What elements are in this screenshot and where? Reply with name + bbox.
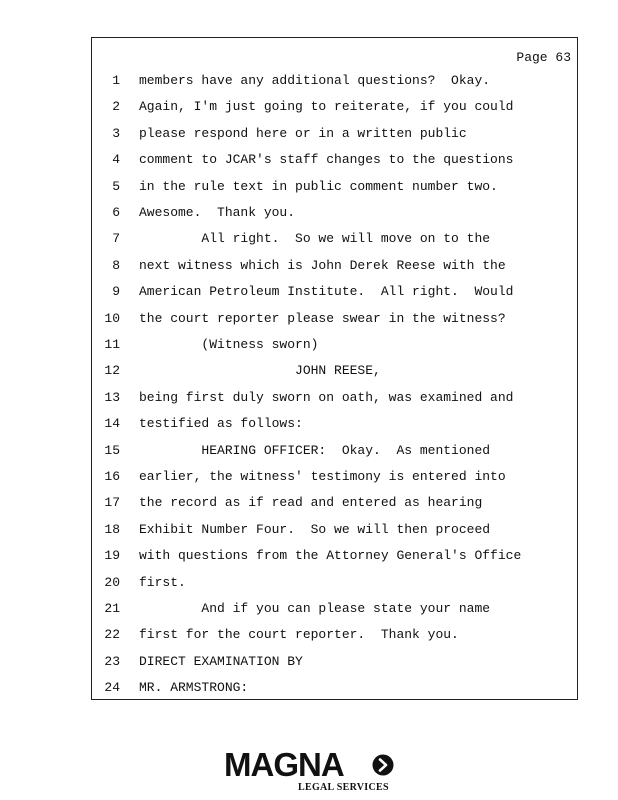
line-text: DIRECT EXAMINATION BY	[139, 653, 303, 669]
line-text: (Witness sworn)	[139, 337, 319, 352]
transcript-line	[92, 490, 577, 516]
line-text: please respond here or in a written public	[139, 125, 467, 141]
transcript-line	[92, 649, 577, 675]
line-number: 6	[112, 205, 120, 220]
logo-wordmark: MAGNA	[224, 746, 344, 783]
line-text: first for the court reporter. Thank you.	[139, 627, 459, 643]
transcript-line	[92, 147, 577, 173]
line-number: 17	[104, 495, 120, 511]
line-text: the court reporter please swear in the witness?	[139, 310, 506, 326]
line-number: 7	[112, 231, 120, 247]
line-number: 9	[112, 284, 120, 300]
line-text: comment to JCAR's staff changes to the questions	[139, 152, 514, 168]
line-number: 19	[104, 548, 120, 564]
line-number: 16	[104, 469, 120, 484]
transcript-line	[92, 438, 577, 464]
line-number: 20	[104, 574, 120, 590]
line-text: All right. So we will move on to the	[139, 231, 491, 247]
line-text: Again, I'm just going to reiterate, if you could	[139, 99, 514, 115]
line-number: 10	[104, 310, 120, 326]
magna-logo	[224, 748, 396, 794]
line-text: testified as follows:	[139, 416, 303, 432]
line-number: 1	[112, 73, 120, 88]
transcript-line	[92, 596, 577, 622]
line-text: in the rule text in public comment number two.	[139, 178, 498, 194]
transcript-line	[92, 200, 577, 226]
transcript-line	[92, 622, 577, 648]
transcript-line	[92, 226, 577, 252]
line-text: with questions from the Attorney General's Office	[139, 548, 522, 564]
transcript-line	[92, 68, 577, 94]
line-text: HEARING OFFICER: Okay. As mentioned	[139, 442, 491, 458]
transcript-line	[92, 464, 577, 490]
transcript-page	[91, 37, 578, 700]
line-number: 4	[112, 152, 120, 168]
transcript-line	[92, 517, 577, 543]
transcript-line	[92, 332, 577, 358]
line-number: 22	[104, 627, 120, 643]
line-text: earlier, the witness' testimony is entered into	[139, 469, 506, 484]
transcript-line	[92, 253, 577, 279]
line-number: 24	[104, 680, 120, 696]
line-text: Awesome. Thank you.	[139, 205, 296, 220]
logo-subtitle: LEGAL SERVICES	[298, 782, 389, 793]
line-number: 3	[112, 125, 120, 141]
line-number: 15	[104, 442, 120, 458]
transcript-line	[92, 570, 577, 596]
transcript-line	[92, 411, 577, 437]
line-number: 21	[104, 601, 120, 616]
transcript-line	[92, 385, 577, 411]
transcript-line	[92, 543, 577, 569]
line-number: 8	[112, 257, 120, 273]
line-number: 23	[104, 653, 120, 669]
line-text: next witness which is John Derek Reese with the	[139, 257, 506, 273]
line-number: 2	[112, 99, 120, 115]
line-text: Exhibit Number Four. So we will then proceed	[139, 521, 491, 537]
line-text: being first duly sworn on oath, was examined and	[139, 389, 514, 405]
line-number: 13	[104, 389, 120, 405]
line-text: the record as if read and entered as hearing	[139, 495, 483, 511]
arrow-circle-icon	[372, 754, 394, 776]
line-text: JOHN REESE,	[139, 363, 381, 379]
transcript-line	[92, 675, 577, 701]
transcript-line	[92, 358, 577, 384]
line-text: members have any additional questions? Okay.	[139, 73, 491, 88]
line-text: first.	[139, 574, 186, 590]
line-number: 5	[112, 178, 120, 194]
transcript-line	[92, 306, 577, 332]
transcript-line	[92, 279, 577, 305]
transcript-line	[92, 174, 577, 200]
transcript-line	[92, 121, 577, 147]
line-text: American Petroleum Institute. All right. Would	[139, 284, 514, 300]
line-number: 14	[104, 416, 120, 432]
line-text: And if you can please state your name	[139, 601, 491, 616]
page-number: Page 63	[516, 50, 571, 65]
transcript-line	[92, 94, 577, 120]
line-number: 11	[104, 337, 120, 352]
line-text: MR. ARMSTRONG:	[139, 680, 249, 696]
line-number: 12	[104, 363, 120, 379]
line-number: 18	[104, 521, 120, 537]
